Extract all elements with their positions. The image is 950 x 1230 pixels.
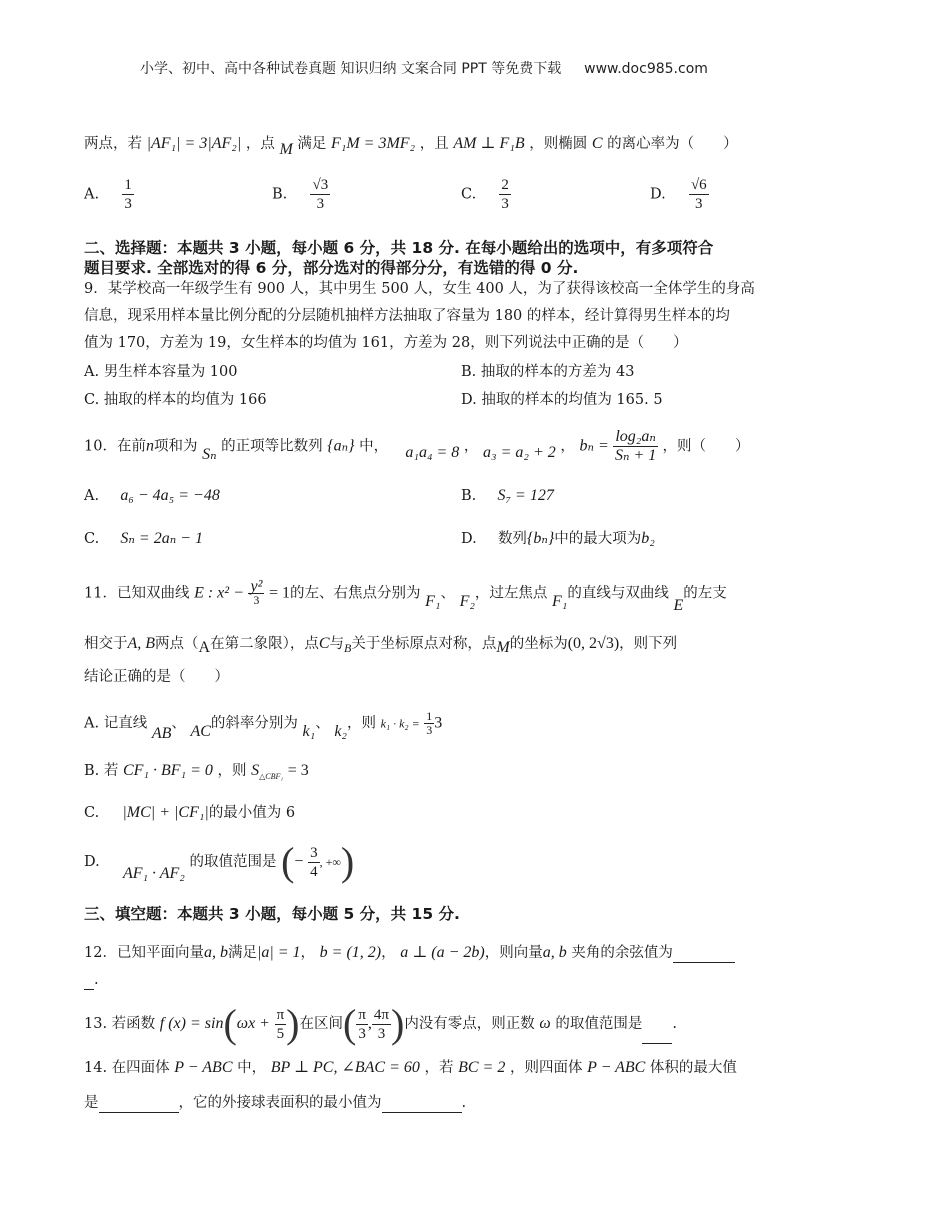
q8-condition-2: F₁M = 3MF₂ (330, 135, 416, 152)
q12-answer-blank[interactable] (673, 946, 735, 963)
q10-text: 10．在前 (84, 438, 146, 455)
q13-text: 内没有零点，则正数 (404, 1016, 535, 1032)
q10-condition-1: a₁a₄ = 8 (405, 443, 460, 461)
q8-option-d[interactable] (650, 176, 709, 213)
q11-text: 的斜率分别为 (210, 715, 298, 732)
q10-condition-2: a₃ = a₂ + 2 (483, 443, 556, 461)
q12-vectors: a, b (542, 944, 567, 961)
fraction-numerator: 3 (310, 844, 318, 861)
q11-hyperbola-eq-rhs: = 1 (268, 584, 291, 602)
q11-m-coordinate: (0, 2√3) (567, 635, 620, 652)
q11-text: 的直线与双曲线 (567, 585, 669, 602)
q8-text: ，则椭圆 (529, 136, 588, 152)
q11-text: B. 若 (84, 763, 119, 779)
q11-point-a: A (198, 639, 211, 656)
q14-text: 是 (84, 1095, 99, 1111)
option-label: C. (461, 186, 477, 203)
q10-text: 中， (359, 438, 389, 455)
q11-text: 的坐标为 (509, 636, 568, 652)
fraction-denominator: 3 (426, 723, 433, 737)
q11-option-c[interactable] (84, 803, 295, 823)
option-label: D. (461, 531, 477, 547)
q11-stem-line-3: 结论正确的是（ ） (84, 669, 229, 685)
header-text: 小学、初中、高中各种试卷真题 知识归纳 文案合同 PPT 等免费下载 (140, 61, 562, 77)
section-2-heading-line-1: 二、选择题：本题共 3 小题，每小题 6 分，共 18 分. 在每小题给出的选项中，有多项符合 (84, 239, 714, 257)
q14-text: ，它的外接球表面积的最小值为 (178, 1095, 382, 1111)
q9-option-c[interactable]: C. 抽取的样本的均值为 166 (84, 392, 267, 408)
option-label: B. (272, 186, 288, 203)
fraction-denominator: 4 (310, 863, 318, 880)
q10-option-d[interactable] (461, 529, 655, 549)
q11-text: 、 (315, 715, 330, 732)
q11-text: 的左支 (683, 585, 727, 602)
q11-text: 两点（ (155, 636, 199, 652)
q10-text: ， (463, 438, 479, 455)
q12-text: 夹角的余弦值为 (571, 945, 673, 961)
q13-stem (84, 1001, 677, 1046)
q9-option-a[interactable]: A. 男生样本容量为 100 (84, 364, 238, 380)
left-paren: ( (223, 1001, 237, 1046)
section-2-heading-line-2: 题目要求. 全部选对的得 6 分，部分选对的得部分分，有选错的得 0 分. (84, 259, 579, 277)
page-header (140, 58, 708, 78)
q13-argument: ωx + (236, 1015, 270, 1032)
q11-text: 的取值范围是 (189, 854, 277, 870)
q11-option-c-formula: |MC| + |CF₁| (122, 804, 209, 821)
q10-option-a-formula: a₆ − 4a₅ = −48 (120, 487, 220, 504)
q10-text: 的正项等比数列 (221, 438, 323, 455)
q10-text: 中的最大项为 (554, 531, 642, 547)
q13-text: . (672, 1016, 677, 1032)
q11-area-value: = 3 (287, 762, 309, 779)
q14-text: . (461, 1095, 467, 1111)
q10-text: 数列 (497, 531, 527, 547)
q11-line-ab: AB (151, 724, 172, 742)
option-label: C. (84, 531, 100, 547)
q13-text: 13. 若函数 (84, 1016, 156, 1032)
q12-text: . (94, 972, 99, 988)
q14-tetrahedron: P − ABC (174, 1059, 233, 1076)
q10-option-c[interactable] (84, 529, 203, 549)
q9-line-1: 9．某学校高一年级学生有 900 人，其中男生 500 人，女生 400 人，为了获得该校高一全体学生的身高 (84, 281, 755, 297)
q11-text: 的最小值为 6 (208, 805, 296, 821)
q12-condition-1: |a| = 1 (256, 944, 301, 961)
q11-f1: F₁ (425, 592, 441, 610)
q8-condition-3: AM ⊥ F₁B (453, 135, 525, 152)
q8-text: ，且 (419, 136, 449, 152)
q14-condition-1: BP ⊥ PC, ∠BAC = 60 (270, 1059, 420, 1076)
fraction-numerator: 1 (124, 177, 132, 193)
q14-tetrahedron: P − ABC (587, 1059, 646, 1076)
q14-text: ，若 (424, 1060, 454, 1076)
q8-option-c[interactable] (461, 176, 511, 213)
q9-option-b[interactable]: B. 抽取的样本的方差为 43 (461, 364, 635, 380)
option-label: A. (84, 186, 100, 203)
q10-var-sn: Sₙ (202, 445, 217, 463)
q8-text: 的离心率为（ ） (607, 136, 738, 152)
q11-line-ac: AC (190, 722, 211, 740)
q10-text: ，则（ ） (662, 438, 750, 455)
q11-text: 、 (171, 715, 186, 732)
q11-text: 、 (440, 585, 455, 602)
q8-ellipse-c: C (591, 135, 603, 152)
option-label: B. (461, 488, 477, 504)
q11-point-m: M (496, 639, 510, 656)
q11-point-b: B (344, 641, 352, 655)
q10-option-a[interactable] (84, 486, 220, 506)
q13-answer-blank[interactable] (642, 1027, 672, 1044)
header-url[interactable]: www.doc985.com (584, 61, 708, 77)
q11-f2: F₂ (459, 592, 475, 610)
fraction-denominator: 3 (695, 196, 703, 212)
fraction-numerator: 1 (426, 709, 433, 723)
fraction-denominator: 5 (276, 1025, 285, 1042)
q8-point-m: M (279, 141, 293, 158)
q10-text: 项和为 (153, 438, 198, 455)
q11-points-ab: A, B (127, 635, 156, 652)
q11-stem-line-2 (84, 634, 677, 654)
q14-text: 14. 在四面体 (84, 1060, 170, 1076)
fraction-numerator: π (276, 1006, 285, 1023)
q12-stem (84, 943, 735, 963)
q11-text: C. (84, 805, 100, 821)
q9-option-d[interactable]: D. 抽取的样本的均值为 165. 5 (461, 392, 663, 408)
q11-option-d-formula: AF₁ · AF₂ (122, 865, 185, 882)
right-paren: ) (390, 1001, 405, 1046)
q11-text: 在第二象限），点 (210, 636, 319, 652)
q8-condition-1: |AF₁| = 3|AF₂| (146, 135, 242, 152)
q12-text: ， (300, 945, 316, 961)
q12-blank-tail (84, 970, 99, 990)
q11-text: ，则 (217, 763, 247, 779)
fraction-denominator: 3 (377, 1025, 386, 1042)
left-paren: ( (281, 839, 295, 884)
q10-var-n: n (145, 437, 154, 455)
q11-option-a-tail: 3 (434, 714, 443, 732)
q11-option-d[interactable] (84, 839, 355, 884)
q13-comma: , (367, 1015, 372, 1032)
q10-bn: bₙ = (579, 437, 609, 455)
q12-condition-3: a ⊥ (a − 2b) (400, 944, 485, 961)
q11-option-a[interactable] (84, 709, 443, 742)
q8-option-a[interactable] (84, 176, 134, 213)
q13-function: f (x) = sin (159, 1015, 224, 1032)
q10-option-b-formula: S₇ = 127 (497, 487, 554, 504)
q12-text: 满足 (227, 945, 257, 961)
q11-hyperbola-eq: E : x² − (194, 584, 244, 602)
q11-text: 与 (329, 636, 345, 652)
q11-stem-line-1 (84, 578, 727, 614)
q11-text: 关于坐标原点对称，点 (351, 636, 497, 652)
q11-text: 相交于 (84, 636, 128, 652)
q8-stem (84, 134, 738, 158)
q11-text: 11．已知双曲线 (84, 585, 190, 602)
q11-e: E (673, 596, 684, 614)
fraction-denominator: 3 (358, 1025, 366, 1042)
q12-answer-blank-continuation[interactable] (84, 973, 94, 990)
q11-text: ，则下列 (619, 636, 678, 652)
q11-point-c: C (318, 635, 330, 652)
q14-stem-line-2 (84, 1093, 466, 1113)
q14-surface-area-blank[interactable] (382, 1096, 462, 1113)
q13-text: 的取值范围是 (555, 1016, 643, 1032)
q12-text: 12．已知平面向量 (84, 945, 204, 961)
q11-infinity: , +∞ (319, 855, 341, 869)
right-paren: ) (340, 839, 355, 884)
left-paren: ( (343, 1001, 357, 1046)
q11-text: 的左、右焦点分别为 (290, 585, 421, 602)
fraction-denominator: 3 (316, 196, 325, 212)
q14-stem-line-1 (84, 1058, 737, 1078)
q14-text: ，则四面体 (509, 1060, 583, 1076)
q10-sequence-b: {bₙ} (526, 530, 555, 547)
q11-k1: k₁ (302, 722, 316, 740)
section-3-heading: 三、填空题：本题共 3 小题，每小题 5 分，共 15 分. (84, 905, 460, 923)
option-label: A. (84, 488, 100, 504)
q11-option-b-formula: CF₁ · BF₁ = 0 (122, 762, 213, 779)
q13-omega: ω (539, 1015, 551, 1032)
q10-option-b[interactable] (461, 486, 554, 506)
q12-condition-2: b = (1, 2) (319, 944, 382, 961)
q11-f1: F₁ (552, 592, 568, 610)
right-paren: ) (286, 1001, 300, 1046)
option-label: D. (650, 186, 666, 203)
q10-option-c-formula: Sₙ = 2aₙ − 1 (120, 530, 203, 547)
q9-line-2: 信息，现采用样本量比例分配的分层随机抽样方法抽取了容量为 180 的样本，经计算得男生样本的均 (84, 308, 730, 324)
fraction-numerator: √3 (312, 177, 329, 193)
q14-condition-2: BC = 2 (458, 1059, 506, 1076)
fraction-denominator: 3 (124, 196, 132, 212)
fraction-numerator: 2 (501, 177, 509, 193)
q10-sequence: {aₙ} (327, 437, 355, 455)
fraction-denominator: Sₙ + 1 (614, 447, 657, 464)
fraction-numerator: 4π (373, 1006, 389, 1023)
q11-text: ，则 (346, 715, 376, 732)
fraction-denominator: 3 (253, 593, 260, 607)
q12-text: ， (381, 945, 396, 961)
q12-vectors: a, b (203, 944, 228, 961)
q8-option-b[interactable] (272, 176, 330, 213)
q10-stem (84, 428, 749, 465)
q11-area-symbol: S (251, 762, 260, 779)
fraction-denominator: 3 (501, 196, 509, 212)
q10-b2: b₂ (641, 530, 655, 547)
q11-k2: k₂ (334, 722, 347, 740)
q14-text: 中， (237, 1060, 267, 1076)
q11-text: ，过左焦点 (474, 585, 548, 602)
fraction-numerator: π (358, 1006, 366, 1023)
fraction-numerator: log₂aₙ (615, 428, 656, 445)
fraction-numerator: √6 (690, 177, 707, 193)
q14-text: 体积的最大值 (649, 1060, 737, 1076)
q11-k-product: k₁ · k₂ = (380, 716, 420, 731)
q8-text: 两点，若 (84, 136, 142, 152)
q11-option-b[interactable] (84, 761, 309, 787)
q10-text: ， (560, 438, 575, 455)
q9-line-3: 值为 170，方差为 19，女生样本的均值为 161，方差为 28，则下列说法中正确的是（ ） (84, 335, 688, 351)
fraction-numerator: y² (250, 578, 263, 595)
q8-text: 满足 (297, 136, 327, 152)
q8-text: ，点 (245, 136, 275, 152)
q11-minus-sign: − (294, 853, 304, 870)
q11-text: D. (84, 854, 100, 870)
q12-text: ，则向量 (484, 945, 543, 961)
q11-text: A. 记直线 (84, 715, 148, 732)
q13-text: 在区间 (299, 1016, 343, 1032)
q11-area-subscript: △CBF₁ (259, 771, 284, 781)
q14-volume-blank[interactable] (99, 1096, 179, 1113)
